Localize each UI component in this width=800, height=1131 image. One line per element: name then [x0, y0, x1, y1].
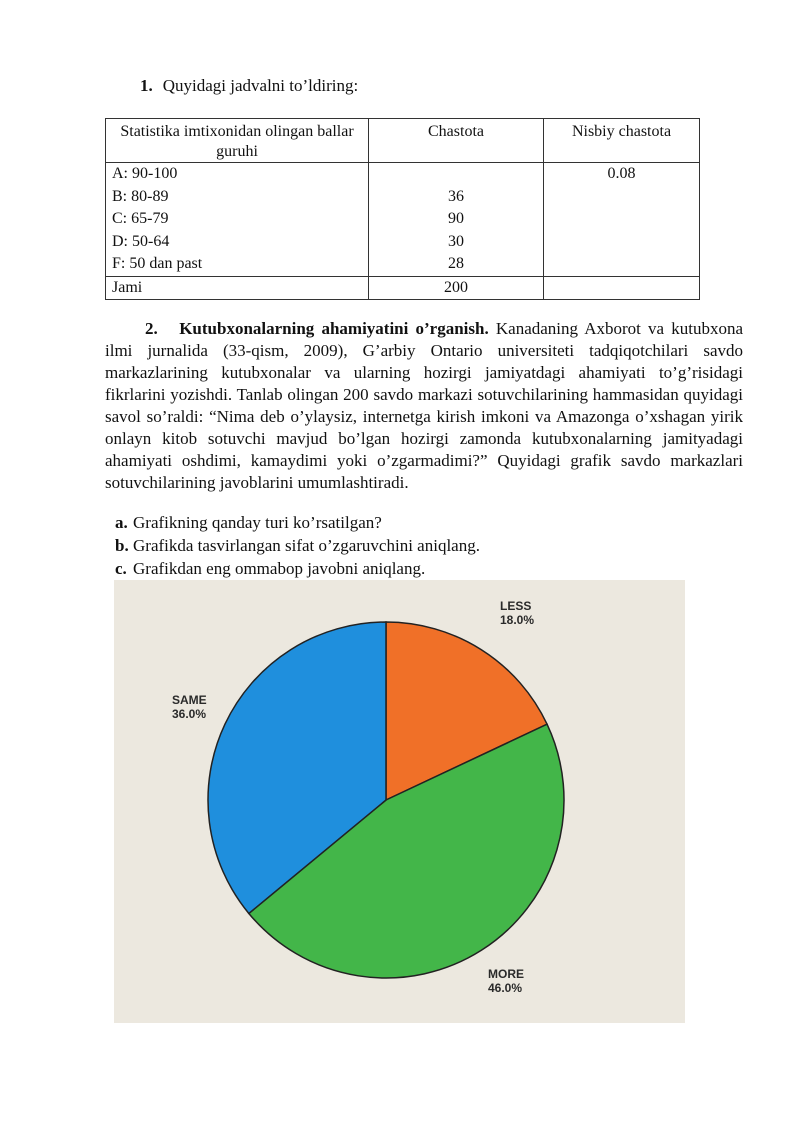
group-label: A: 90-100 [112, 165, 178, 182]
sub-question-c [115, 558, 425, 580]
groups-cell [106, 163, 369, 277]
table-row [106, 163, 700, 277]
sub-question-label: c. [115, 559, 127, 578]
total-value: 200 [369, 276, 544, 300]
group-label: B: 80-89 [112, 187, 169, 205]
pie-chart [114, 580, 685, 1023]
group-label: F: 50 dan past [112, 255, 203, 272]
frequency-value: 36 [448, 187, 464, 205]
question-2-body: Kanadaning Axborot va kutubxona ilmi jurnalida (33-qism, 2009), G’arbiy Ontario universiteti tadqiqotchilari savdo markazlarining kutubxonalar va ularning hozirgi jamiyatdagi ahamiyati to’g’risidagi fikrlarini yozishdi. Tanlab olingan 200 savdo markazi sotuvchilarining hammasidan quyidagi savol so’raldi: “Nima deb o’ylaysiz, internetga kirish imkoni va Amazonga o’xshagan yirik onlayn kitob sotuvchi mavjud bo’lgan hozirgi zamonda kutubxonalarning jamityadagi ahamiyati oshdimi, kamaydimi yoki o’zgarmadimi?” Quyidagi grafik savdo markazlari sotuvchilarining javoblarini umumlashtiradi. [105, 319, 743, 492]
table-total-row [106, 276, 700, 300]
total-relative [544, 276, 700, 300]
frequency-value: 90 [448, 210, 464, 227]
header-groups: Statistika imtixonidan olingan ballar guruhi [106, 119, 369, 163]
question-1-number: 1. [140, 76, 153, 95]
table-header-row [106, 119, 700, 163]
slice-value-same: 36.0% [172, 707, 207, 721]
question-2-paragraph [105, 318, 743, 494]
pie-chart-panel [114, 580, 685, 1023]
sub-question-b [115, 535, 480, 557]
frequencies-cell [369, 163, 544, 277]
slice-label-more: MORE [488, 967, 524, 981]
relative-value: 0.08 [607, 165, 636, 182]
total-label: Jami [106, 276, 369, 300]
frequency-value: 28 [448, 255, 464, 272]
sub-question-text: Grafikda tasvirlangan sifat o’zgaruvchini aniqlang. [133, 536, 480, 555]
slice-label-less: LESS [500, 599, 532, 613]
slice-value-less: 18.0% [500, 613, 535, 627]
frequency-value: 30 [448, 232, 464, 250]
sub-question-text: Grafikdan eng ommabop javobni aniqlang. [133, 559, 426, 578]
header-frequency: Chastota [369, 119, 544, 163]
group-label: D: 50-64 [112, 232, 170, 250]
group-label: C: 65-79 [112, 210, 169, 227]
frequency-value [375, 163, 537, 186]
relative-cell [544, 163, 700, 277]
question-1 [140, 76, 358, 96]
frequency-table [105, 118, 700, 300]
header-relative-frequency: Nisbiy chastota [544, 119, 700, 163]
question-2-number: 2. [145, 319, 158, 338]
sub-question-a [115, 512, 382, 534]
slice-label-same: SAME [172, 693, 207, 707]
sub-question-label: b. [115, 536, 129, 555]
question-1-text: Quyidagi jadvalni to’ldiring: [162, 76, 359, 95]
slice-value-more: 46.0% [488, 981, 523, 995]
sub-question-label: a. [115, 513, 128, 532]
sub-question-text: Grafikning qanday turi ko’rsatilgan? [133, 513, 382, 532]
question-2-title: Kutubxonalarning ahamiyatini o’rganish. [179, 319, 489, 338]
